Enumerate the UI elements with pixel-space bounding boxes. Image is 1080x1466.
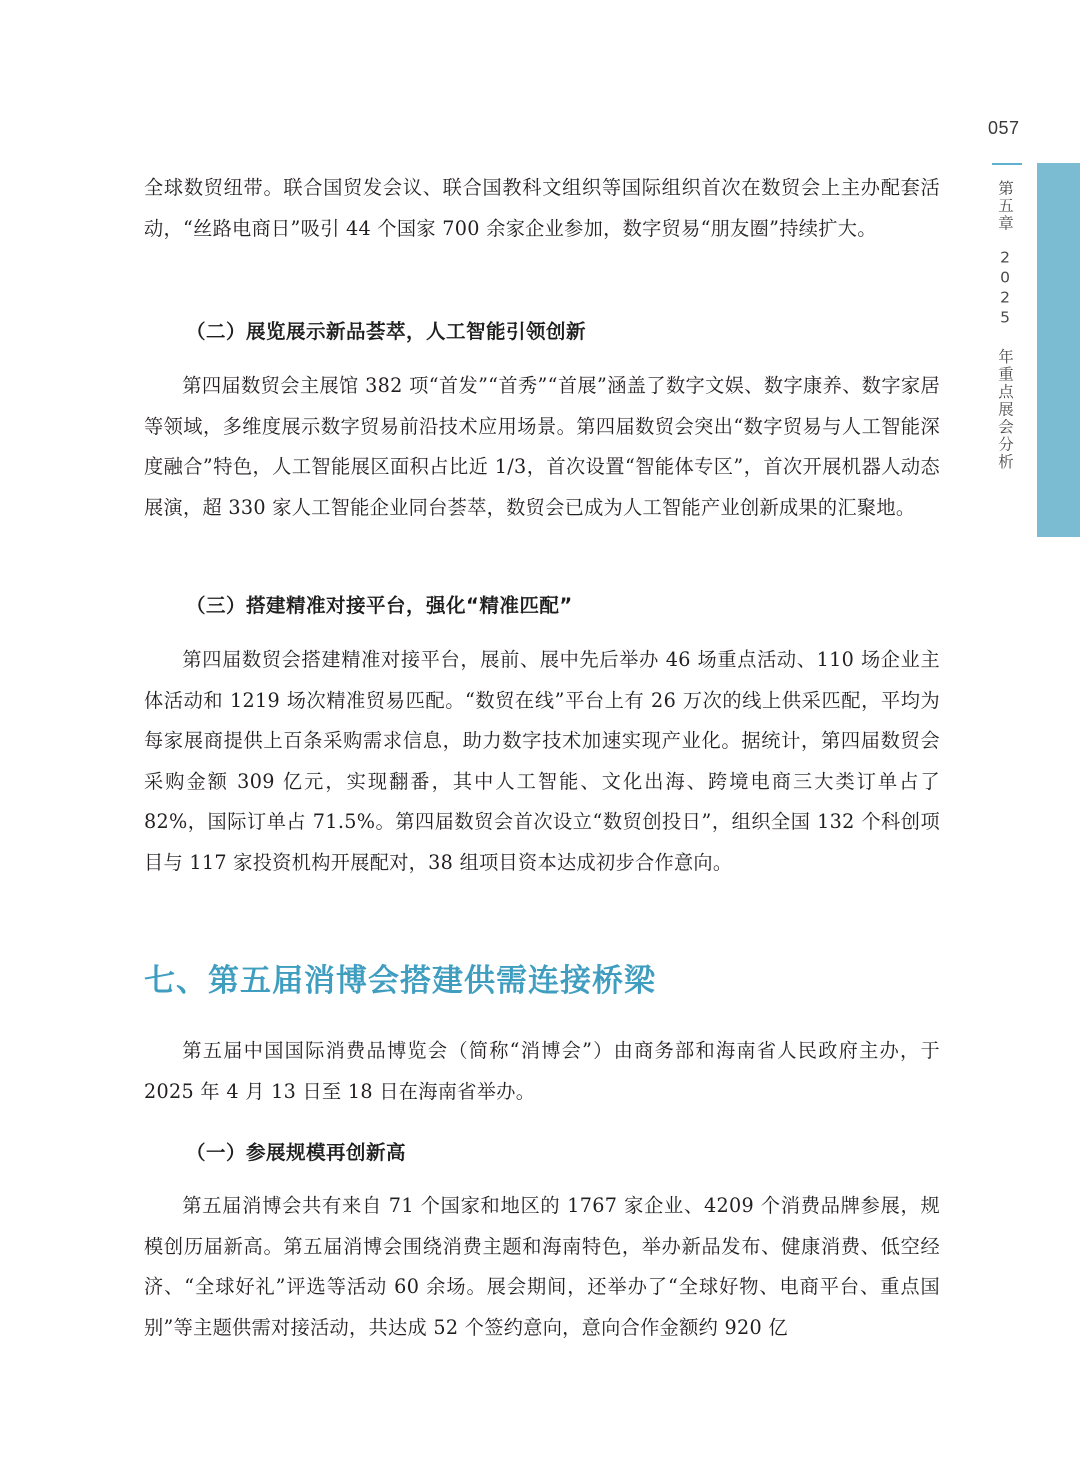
paragraph-scale: 第五届消博会共有来自 71 个国家和地区的 1767 家企业、4209 个消费品牌参展，规模创历届新高。第五届消博会围绕消费主题和海南特色，举办新品发布、健康消费、低空经济、“全球好礼”评选等活动 60 余场。展会期间，还举办了“全球好物、电商平台、重点国别”等主题供需对接活动，共达成 52 个签约意向，意向合作金额约 920 亿 [144,1194,940,1339]
chapter-title: 2025 年重点展会分析 [996,248,1014,471]
subheading-exhibition-ai: （二）展览展示新品荟萃，人工智能引领创新 [186,320,587,343]
page-number: 057 [988,118,1020,138]
paragraph-expo-intro: 第五届中国国际消费品博览会（简称“消博会”）由商务部和海南省人民政府主办，于 2025 年 4 月 13 日至 18 日在海南省举办。 [144,1039,940,1103]
subheading-matching-platform: （三）搭建精准对接平台，强化“精准匹配” [186,594,573,617]
subheading-scale: （一）参展规模再创新高 [186,1141,407,1164]
paragraph-continued: 全球数贸纽带。联合国贸发会议、联合国教科文组织等国际组织首次在数贸会上主办配套活动，“丝路电商日”吸引 44 个国家 700 余家企业参加，数字贸易“朋友圈”持续扩大。 [144,176,940,240]
section-title: 七、第五届消博会搭建供需连接桥梁 [144,963,656,999]
chapter-number: 第五章 [996,180,1014,233]
chapter-side-tab [1037,163,1080,537]
paragraph-exhibition-ai: 第四届数贸会主展馆 382 项“首发”“首秀”“首展”涵盖了数字文娱、数字康养、数字家居等领域，多维度展示数字贸易前沿技术应用场景。第四届数贸会突出“数字贸易与人工智能深度融合”特色，人工智能展区面积占比近 1/3，首次设置“智能体专区”，首次开展机器人动态展演，超 330 家人工智能企业同台荟萃，数贸会已成为人工智能产业创新成果的汇聚地。 [144,374,940,519]
page-number-rule [992,163,1022,165]
chapter-running-header [990,180,1020,471]
paragraph-matching-platform: 第四届数贸会搭建精准对接平台，展前、展中先后举办 46 场重点活动、110 场企业主体活动和 1219 场次精准贸易匹配。“数贸在线”平台上有 26 万次的线上供采匹配，平均为每家展商提供上百条采购需求信息，助力数字技术加速实现产业化。据统计，第四届数贸会采购金额 309 亿元，实现翻番，其中人工智能、文化出海、跨境电商三大类订单占了 82%，国际订单占 71.5%。第四届数贸会首次设立“数贸创投日”，组织全国 132 个科创项目与 117 家投资机构开展配对，38 组项目资本达成初步合作意向。 [144,648,940,874]
